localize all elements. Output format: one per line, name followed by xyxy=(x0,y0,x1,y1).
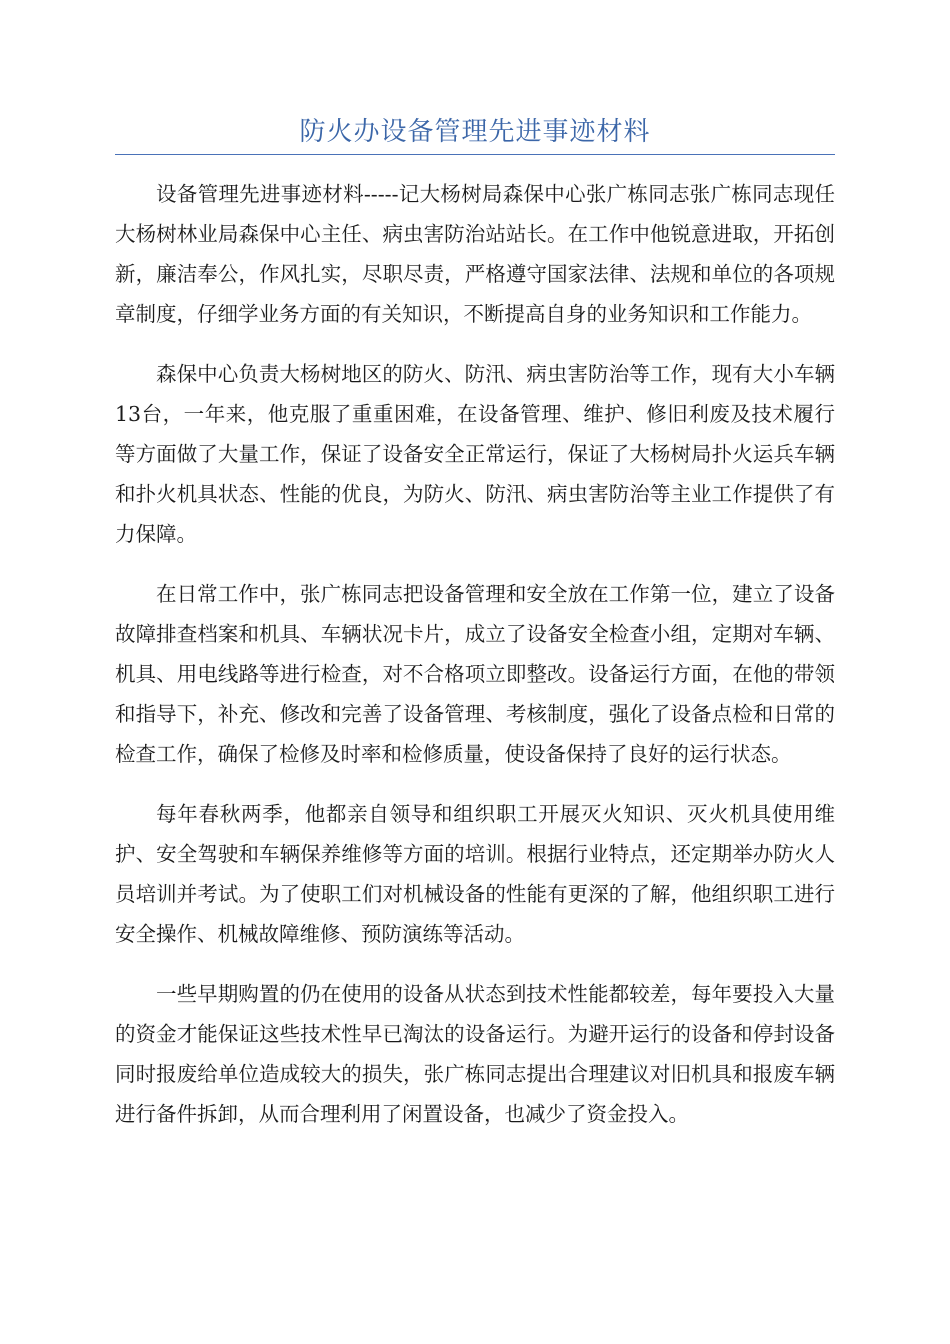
paragraph-3: 在日常工作中，张广栋同志把设备管理和安全放在工作第一位，建立了设备故障排查档案和机具、车辆状况卡片，成立了设备安全检查小组，定期对车辆、机具、用电线路等进行检查，对不合格项立即整改。设备运行方面，在他的带领和指导下，补充、修改和完善了设备管理、考核制度，强化了设备点检和日常的检查工作，确保了检修及时率和检修质量，使设备保持了良好的运行状态。 xyxy=(115,582,835,766)
title-underline xyxy=(115,154,835,155)
paragraph-1: 设备管理先进事迹材料-----记大杨树局森保中心张广栋同志张广栋同志现任大杨树林业局森保中心主任、病虫害防治站站长。在工作中他锐意进取，开拓创新，廉洁奉公，作风扎实，尽职尽责，严格遵守国家法律、法规和单位的各项规章制度，仔细学业务方面的有关知识，不断提高自身的业务知识和工作能力。 xyxy=(115,182,835,326)
paragraph-4: 每年春秋两季，他都亲自领导和组织职工开展灭火知识、灭火机具使用维护、安全驾驶和车辆保养维修等方面的培训。根据行业特点，还定期举办防火人员培训并考试。为了使职工们对机械设备的性能有更深的了解，他组织职工进行安全操作、机械故障维修、预防演练等活动。 xyxy=(115,802,835,946)
paragraph-5: 一些早期购置的仍在使用的设备从状态到技术性能都较差，每年要投入大量的资金才能保证这些技术性早已淘汰的设备运行。为避开运行的设备和停封设备同时报废给单位造成较大的损失，张广栋同志提出合理建议对旧机具和报废车辆进行备件拆卸，从而合理利用了闲置设备，也减少了资金投入。 xyxy=(115,982,835,1126)
document-body xyxy=(115,174,835,1154)
paragraph-2: 森保中心负责大杨树地区的防火、防汛、病虫害防治等工作，现有大小车辆13台，一年来，他克服了重重困难，在设备管理、维护、修旧利废及技术履行等方面做了大量工作，保证了设备安全正常运行，保证了大杨树局扑火运兵车辆和扑火机具状态、性能的优良，为防火、防汛、病虫害防治等主业工作提供了有力保障。 xyxy=(115,362,835,546)
document-title: 防火办设备管理先进事迹材料 xyxy=(299,117,651,147)
